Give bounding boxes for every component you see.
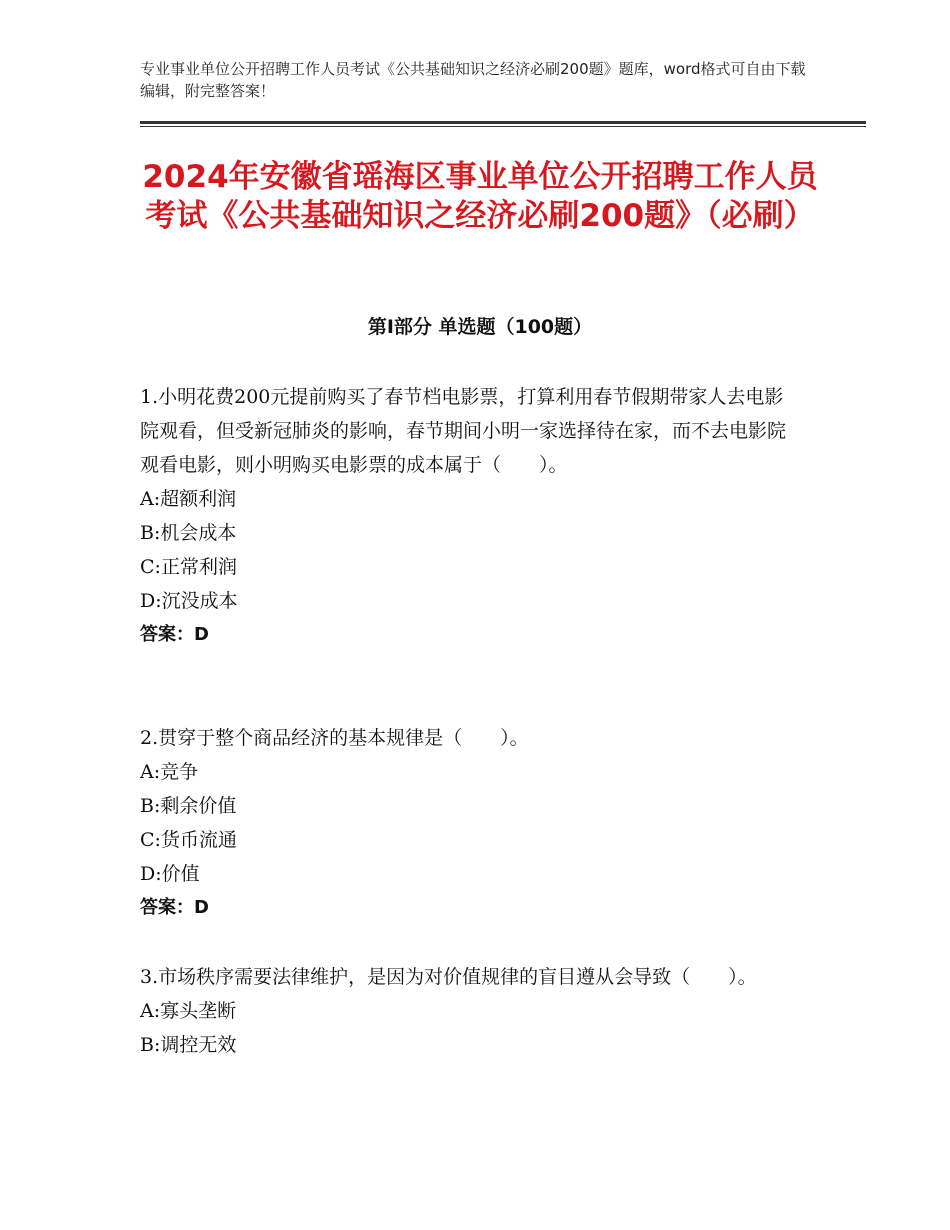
question-text: 2.贯穿于整个商品经济的基本规律是（ ）。: [140, 727, 529, 749]
question-3: [140, 960, 800, 1062]
option-d: D:沉没成本: [140, 590, 238, 612]
header-divider-thin: [140, 126, 866, 127]
section-heading: 第Ⅰ部分 单选题（100题）: [367, 316, 593, 338]
option-d: D:价值: [140, 863, 200, 885]
option-b: B:机会成本: [140, 522, 237, 544]
answer: 答案：D: [140, 897, 209, 918]
question-1: [140, 380, 800, 652]
header-note: 专业事业单位公开招聘工作人员考试《公共基础知识之经济必刷200题》题库，word格式可自由下载编辑，附完整答案！: [140, 60, 806, 100]
option-a: A:寡头垄断: [140, 1000, 237, 1022]
answer: 答案：D: [140, 624, 209, 645]
document-title: 2024年安徽省瑶海区事业单位公开招聘工作人员考试《公共基础知识之经济必刷200题》（必刷）: [142, 159, 818, 234]
option-a: A:超额利润: [140, 488, 237, 510]
header-divider-thick: [140, 121, 866, 124]
option-c: C:货币流通: [140, 829, 237, 851]
option-b: B:调控无效: [140, 1034, 237, 1056]
option-c: C:正常利润: [140, 556, 237, 578]
question-text: 1.小明花费200元提前购买了春节档电影票，打算利用春节假期带家人去电影院观看，但受新冠肺炎的影响，春节期间小明一家选择待在家，而不去电影院观看电影，则小明购买电影票的成本属于（ ）。: [140, 386, 787, 476]
option-a: A:竞争: [140, 761, 199, 783]
option-b: B:剩余价值: [140, 795, 237, 817]
question-text: 3.市场秩序需要法律维护，是因为对价值规律的盲目遵从会导致（ ）。: [140, 966, 757, 988]
question-2: [140, 721, 800, 925]
